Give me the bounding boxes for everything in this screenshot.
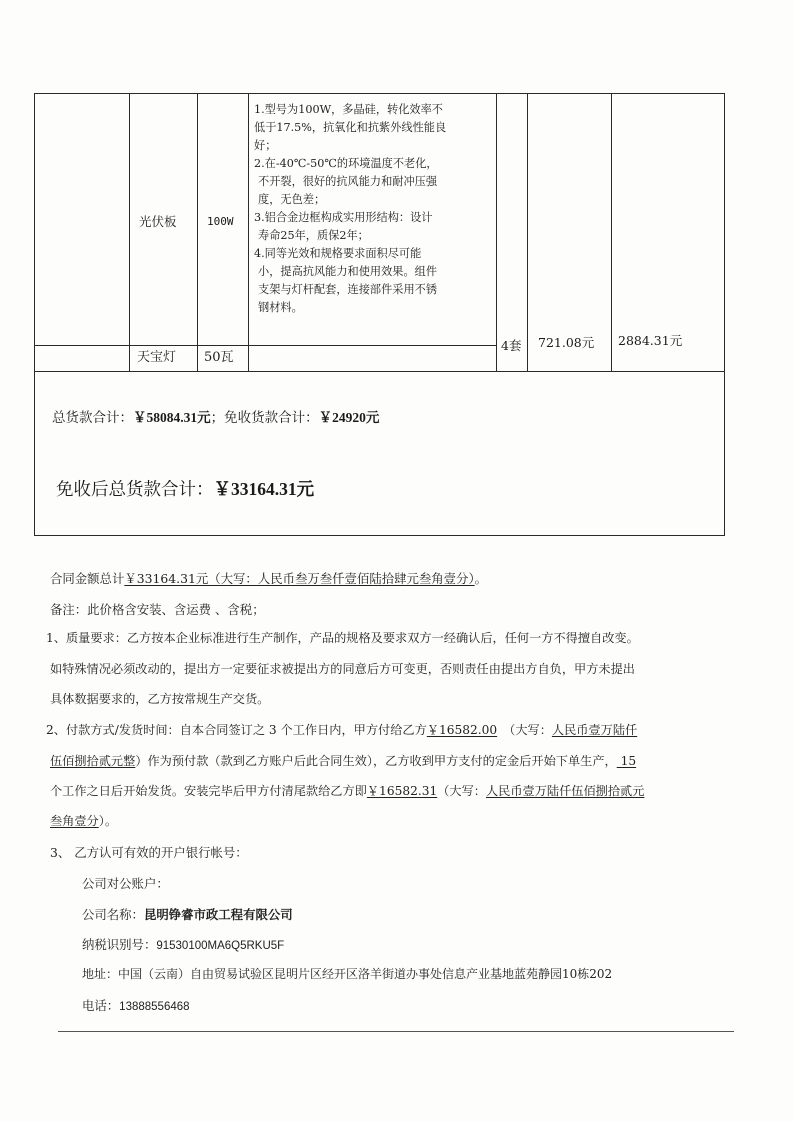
after-exempt-label: 免收后总货款合计： — [56, 480, 214, 500]
company-name-line — [82, 905, 293, 923]
subtotal: 2884.31元 — [618, 333, 683, 348]
address-label: 地址： — [82, 967, 119, 981]
bank-heading: 3、 乙方认可有效的开户银行帐号： — [50, 845, 248, 860]
payment-text: （大写： — [503, 723, 552, 737]
quality-line-1: 1、质量要求：乙方按本企业标准进行生产制作，产品的规格及要求双方一经确认后，任何一方不得擅自改变。 — [46, 631, 639, 645]
tax-id-label: 纳税识别号： — [82, 937, 157, 952]
prepayment-upper: 人民币壹万陆仟 — [551, 723, 638, 737]
after-exempt-total-line — [56, 476, 314, 501]
address-value: 中国（云南）自由贸易试验区昆明片区经开区洛羊街道办事处信息产业基地蓝苑静园10栋202 — [118, 967, 613, 981]
table-right-border — [724, 93, 725, 536]
spec-line: 不开裂，很好的抗风能力和耐冲压强 — [258, 175, 438, 188]
total-value: ￥58084.31元 — [133, 410, 211, 425]
bank-account-label: 公司对公账户： — [82, 876, 169, 891]
spec-line: 支架与灯杆配套，连接部件采用不锈 — [258, 283, 438, 296]
spec-line: 寿命25年，质保2年； — [258, 229, 369, 242]
product-name: 光伏板 — [139, 214, 177, 229]
table-row-divider — [34, 345, 496, 346]
exempt-label: ；免收货款合计： — [210, 410, 319, 426]
prepayment-upper: 伍佰捌拾贰元整 — [50, 754, 136, 768]
remark-line: 备注：此价格含安装、含运费 、含税； — [50, 602, 265, 617]
table-column-divider — [248, 93, 249, 371]
contract-amount-suffix: 。 — [474, 571, 488, 586]
table-bottom-border — [34, 535, 725, 536]
payment-line-3 — [50, 782, 644, 799]
product-spec-description — [254, 101, 490, 317]
spec-line: 度，无色差； — [258, 193, 326, 206]
spec-line: 小，提高抗风能力和使用效果。组件 — [258, 265, 438, 278]
spec-line: 1.型号为100W，多晶硅，转化效率不 — [254, 103, 443, 116]
lamp-name: 天宝灯 — [137, 350, 177, 365]
spec-line: 4.同等光效和规格要求面积尽可能 — [254, 247, 422, 260]
phone-value: 13888556468 — [119, 1001, 190, 1013]
quantity: 4套 — [501, 338, 522, 353]
final-payment-upper: 叁角壹分 — [50, 814, 99, 828]
tax-id-value: 91530100MA6Q5RKU5F — [156, 940, 285, 952]
exempt-value: ￥24920元 — [318, 410, 380, 425]
table-top-border — [34, 93, 725, 94]
table-column-divider — [496, 93, 497, 371]
final-payment-upper: 人民币壹万陆仟伍佰捌拾贰元 — [485, 784, 645, 798]
table-row-divider — [34, 371, 725, 372]
address-line — [82, 965, 612, 982]
table-column-divider — [527, 93, 528, 371]
spec-line: 低于17.5%，抗氧化和抗紫外线性能良 — [254, 121, 447, 134]
spec-line: 钢材料。 — [258, 301, 303, 314]
payment-line-4 — [50, 812, 117, 829]
company-name-label: 公司名称： — [82, 907, 144, 922]
total-amount-line — [52, 406, 379, 426]
footer-divider — [58, 1031, 734, 1032]
spec-line: 2.在-40℃-50℃的环境温度不老化， — [254, 157, 438, 170]
contract-amount-line — [50, 569, 487, 587]
company-name-value: 昆明铮睿市政工程有限公司 — [143, 907, 293, 922]
table-column-divider — [129, 93, 130, 371]
spec-line: 3.铝合金边框构成实用形结构：设计 — [254, 211, 433, 224]
lamp-spec: 50瓦 — [204, 350, 234, 365]
quality-line-2: 如特殊情况必须改动的，提出方一定要征求被提出方的同意后方可变更，否则责任由提出方自负，甲方未提出 — [50, 662, 635, 676]
table-column-divider — [197, 93, 198, 371]
table-column-divider — [611, 93, 612, 371]
contract-amount-prefix: 合同金额总计 — [50, 571, 125, 586]
payment-text: 个工作之日后开始发货。安装完毕后甲方付清尾款给乙方即 — [50, 784, 367, 798]
phone-line — [82, 996, 190, 1014]
payment-line-2 — [50, 752, 636, 769]
delivery-days: 15 — [616, 754, 637, 768]
prepayment-amount: ￥16582.00 — [426, 723, 498, 737]
final-payment-amount: ￥16582.31 — [366, 784, 438, 798]
payment-text: （大写： — [437, 784, 486, 798]
spec-line: 好； — [254, 139, 277, 152]
tax-id-line — [82, 935, 284, 953]
unit-price: 721.08元 — [538, 335, 595, 350]
payment-text: ）。 — [98, 814, 118, 828]
phone-label: 电话： — [82, 998, 120, 1013]
product-spec: 100W — [207, 215, 234, 228]
payment-text: ）作为预付款（款到乙方账户后此合同生效），乙方收到甲方支付的定金后开始下单生产， — [135, 754, 617, 768]
table-left-border — [34, 93, 35, 536]
payment-line-1 — [46, 721, 637, 738]
quality-line-3: 具体数据要求的，乙方按常规生产交货。 — [50, 692, 270, 706]
after-exempt-value: ￥33164.31元 — [213, 479, 315, 499]
total-label: 总货款合计： — [52, 410, 133, 426]
contract-amount-value: ￥33164.31元（大写：人民币叁万叁仟壹佰陆拾肆元叁角壹分） — [124, 571, 475, 586]
payment-text: 2、付款方式/发货时间：自本合同签订之 3 个工作日内，甲方付给乙方 — [46, 723, 427, 737]
